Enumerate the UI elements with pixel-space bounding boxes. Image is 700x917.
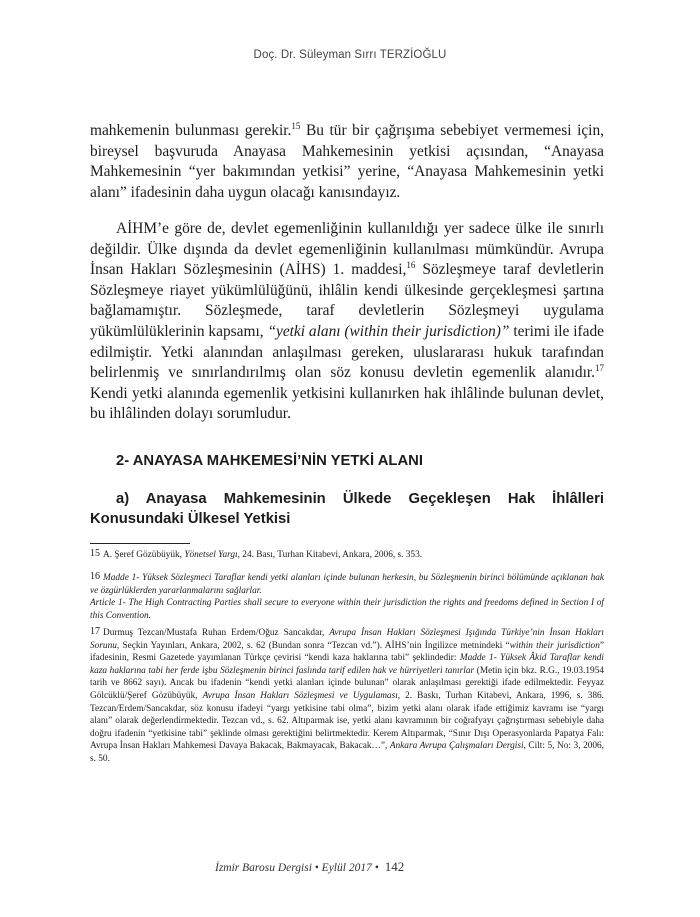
footnote-italic-phrase: within their jurisdiction [509, 640, 600, 651]
footnote-text: , 2. Baskı, Turhan Kitabevi, Ankara, 1996, s. 386. Tezcan/Erdem/Sancakdar, söz konusu ifadeyi “yargı yetkisine tabi olma”, bizim yetki alanı olarak ifade ettiğimiz kavramı ise “yargı alanı” olarak değerlendirmektedir. Tezcan vd., s. 62. Altıparmak ise, yetki alanı kavramının bir coğrafyayı çağrıştırması sebebiyle daha doğru ifadenin “yetkisine tabi” şeklinde olması gerektiğini belirtmektedir. Kerem Altıparmak, “Sınır Dışı Operasyonlarda Papatya Falı: Avrupa İnsan Hakları Mahkemesi Davaya Bakacak, Bakmayacak, Bakacak…”, [90, 690, 604, 752]
footnote-16 [90, 571, 604, 622]
paragraph-2-italic-term: “yetki alanı (within their jurisdiction)” [267, 322, 510, 340]
subsection-heading: a) Anayasa Mahkemesinin Ülkede Geçekleşen Hak İhlâlleri Konusundaki Ülkesel Yetkisi [90, 491, 604, 527]
footnote-text: A. Şeref Gözübüyük, [103, 550, 185, 560]
footnote-ref-17[interactable]: 17 [595, 363, 604, 374]
footnote-text: , Seçkin Yayınları, Ankara, 2002, s. 62 (Bundan sonra “Tezcan vd.”). AİHS’nin İngilizce metnindeki “ [116, 640, 510, 651]
paragraph-2-text-c: terimi ile ifade edilmiştir. Yetki alanından anlaşılması gereken, uluslararası hukuk tarafından belirlenmiş ve sınırlandırılmış olan söz konusu devletin egemenlik alanıdır. [90, 322, 604, 382]
footnote-text: ” ifadesinin, Resmi Gazetede yayımlanan Türkçe çevirisi “kendi kaza haklarına tabi” şeklindedir: [90, 640, 604, 664]
footnote-number: 17 [90, 626, 100, 637]
footnote-book-title: Avrupa İnsan Hakları Sözleşmesi Işığında Türkiye’nin İnsan Hakları Sorunu [90, 628, 604, 651]
running-header: Doç. Dr. Süleyman Sırrı TERZİOĞLU [253, 49, 447, 61]
paragraph-2-text-d: Kendi yetki alanında egemenlik yetkisini kullanırken hak ihlâlinde bulunan devlet, bu ihlâlinden dolayı sorumludur. [90, 384, 604, 423]
footnote-text: , 24. Bası, Turhan Kitabevi, Ankara, 2006, s. 353. [237, 550, 423, 560]
footnote-divider [90, 543, 190, 544]
paragraph-1-text-a: mahkemenin bulunması gerekir. [90, 122, 292, 139]
footnote-italic-quote: Madde 1- Yüksek Âkid Taraflar kendi kaza haklarına tabi her ferde işbu Sözleşmenin birinci faslında tarif edilen hak ve hürriyetleri tanırlar [90, 653, 604, 676]
footnote-text: (Metin için bkz. R.G., 19.03.1954 tarih ve 8662 sayı). Ancak bu ifadenin “kendi yetki alanları içinde bulunan” olarak anlaşılması gerektiği ifade edilmektedir. Feyyaz Gölcüklü/Şeref Gözübüyük, [90, 665, 604, 701]
footnote-quote-turkish: Madde 1- Yüksek Sözleşmeci Taraflar kendi yetki alanları içinde bulunan herkesin, bu Sözleşmenin birinci bölümünde açıklanan hak ve özgürlüklerden yararlanmalarını sağlarlar. [90, 573, 604, 596]
page-number: 142 [384, 859, 405, 874]
footnote-quote-english: Article 1- The High Contracting Parties shall secure to everyone within their jurisdiction the rights and freedoms defined in Section I of this Convention. [90, 598, 604, 621]
footnote-number: 16 [90, 571, 100, 582]
footnote-journal-title: Ankara Avrupa Çalışmaları Dergisi [389, 741, 524, 752]
journal-name: İzmir Barosu Dergisi • Eylül 2017 • [215, 862, 379, 874]
page-footer [215, 859, 515, 875]
paragraph-2-text-b: Sözleşmeye taraf devletlerin Sözleşmeye riayet yükümlülüğünü, ihlâlin kendi ülkesinde gerçekleşmesi şartına bağlamamıştır. Sözleşmede, taraf devletlerin Sözleşmeyi uygulama yükümlülüklerinin kapsamı, [90, 261, 604, 340]
footnote-book-title: Avrupa İnsan Hakları Sözleşmesi ve Uygulaması [202, 690, 398, 701]
section-heading: 2- ANAYASA MAHKEMESİ’NİN YETKİ ALANI [116, 453, 423, 469]
paragraph-2 [90, 219, 604, 425]
footnote-text: Durmuş Tezcan/Mustafa Ruhan Erdem/Oğuz Sancakdar, [103, 628, 330, 638]
footnote-book-title: Yönetsel Yargı [184, 550, 238, 560]
footnote-17 [90, 626, 604, 766]
paragraph-2-text-a: AİHM’e göre de, devlet egemenliğinin kullanıldığı yer sadece ülke ile sınırlı değildir. Ülke dışında da devlet egemenliğinin kullanılması mümkündür. Avrupa İnsan Hakları Sözleşmesinin (AİHS) 1. maddesi, [90, 220, 604, 279]
footnote-ref-15[interactable]: 15 [291, 120, 301, 131]
footnote-ref-16[interactable]: 16 [406, 260, 416, 271]
footnote-text: , Cilt: 5, No: 3, 2006, s. 50. [90, 741, 604, 764]
footnote-15 [90, 548, 604, 562]
footnote-number: 15 [90, 548, 100, 559]
paragraph-1 [90, 121, 604, 203]
paragraph-1-text-b: Bu tür bir çağrışıma sebebiyet vermemesi için, bireysel başvuruda Anayasa Mahkemesinin yetkisi açısından, “Anayasa Mahkemesinin “yer bakımından yetkisi” yerine, “Anayasa Mahkemesinin yetki alanı” ifadesinin daha uygun olacağı kanısındayız. [90, 122, 604, 201]
